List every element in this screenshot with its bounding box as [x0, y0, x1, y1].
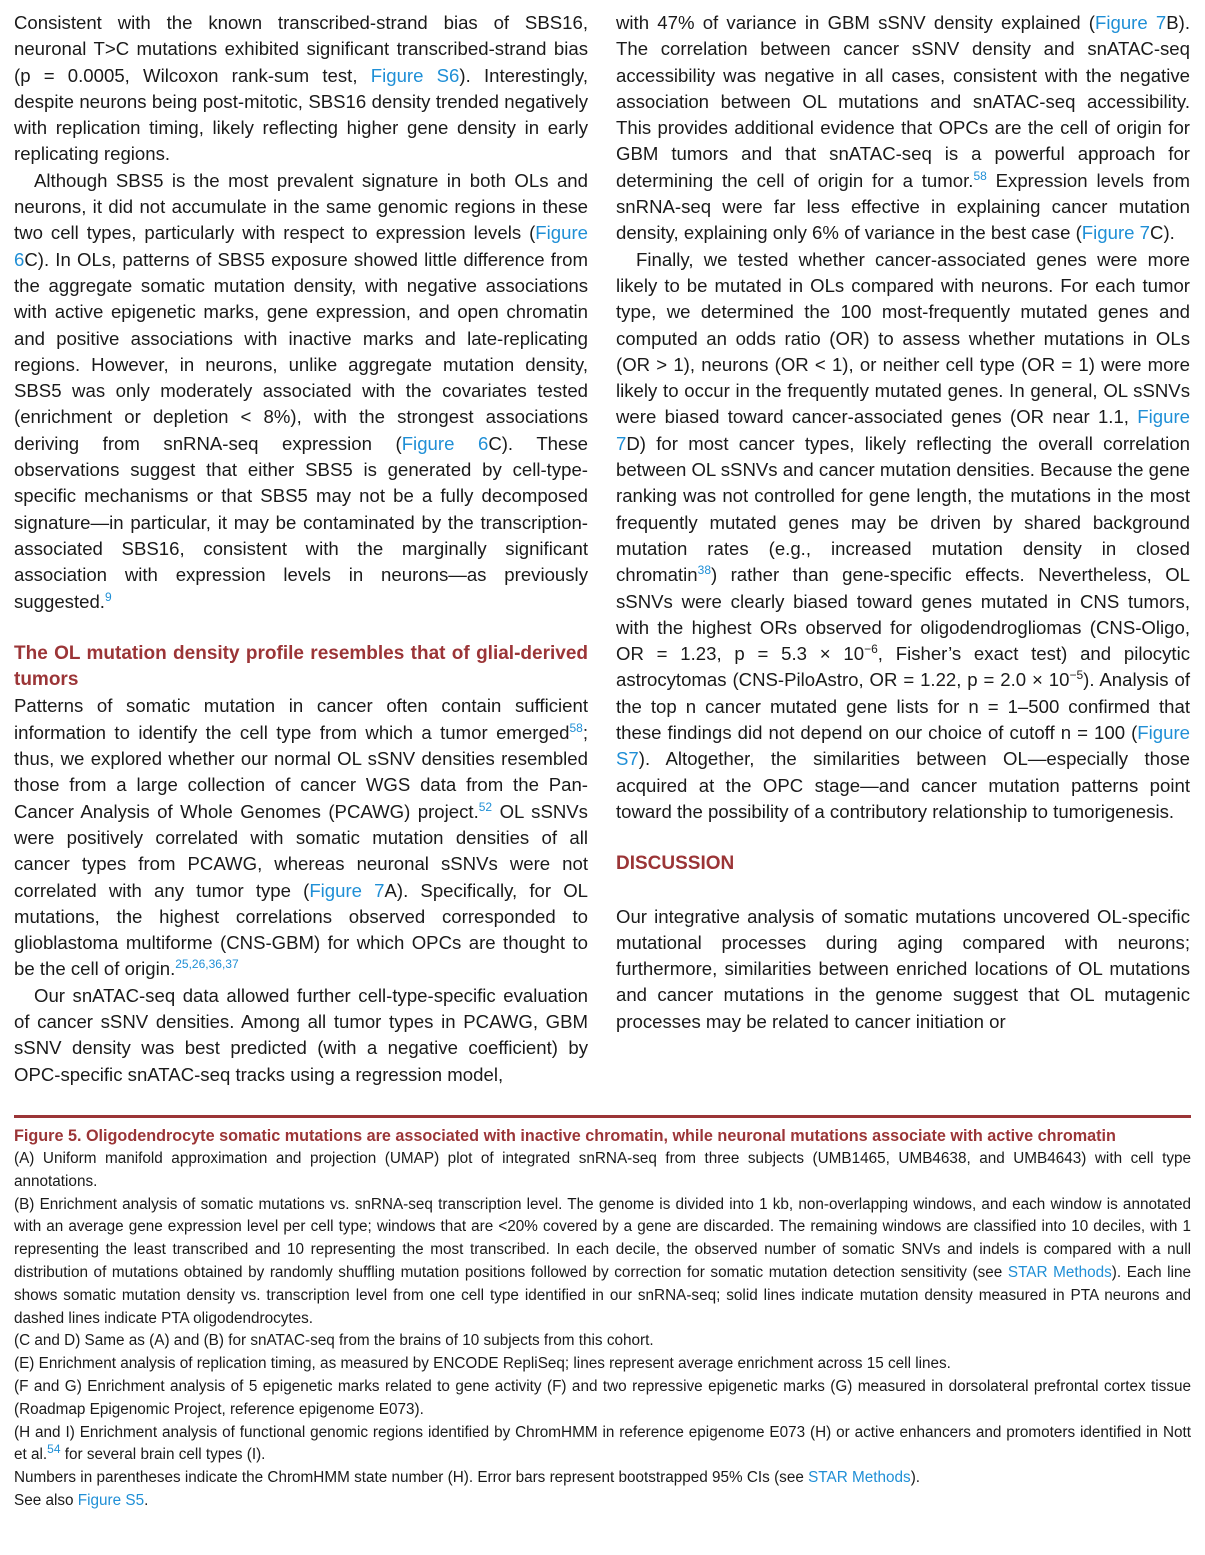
citation-link[interactable]: 25,26,36,37 [175, 957, 239, 972]
paragraph: Finally, we tested whether cancer-associated genes were more likely to be mutated in OLs compared with neurons. For each tumor type, we determined the 100 most-frequently mutated genes and computed an odds ratio (OR) to assess whether mutations in OLs (OR > 1), neurons (OR < 1), or neither cell type (OR = 1) were more likely to occur in the frequently mutated genes. In general, OL sSNVs were biased toward cancer-associated genes (OR near 1.1, Figure 7D) for most cancer types, likely reflecting the overall correlation between OL sSNVs and cancer mutation densities. Because the gene ranking was not controlled for gene length, the mutations in the most frequently mutated genes may be driven by shared background mutation rates (e.g., increased mutation density in closed chromatin$^{38}$) rather than gene-specific effects. Nevertheless, OL sSNVs were clearly biased toward genes mutated in CNS tumors, with the highest ORs observed for oligodendrogliomas (CNS-Oligo, OR = 1.23, $p = 5.3 \times 10^{-6}$, Fisher’s exact test) and pilocytic astrocytomas (CNS-PiloAstro, OR = 1.22, $p = 2.0 \times 10^{-5}$). Analysis of the top n cancer mutated gene lists for n = 1–500 confirmed that these findings did not depend on our choice of cutoff n = 100 (Figure S7). Altogether, the similarities between OL—especially those acquired at the OPC stage—and cancer mutation patterns point toward the possibility of a contributory relationship to tumorigenesis. [616, 248, 1191, 822]
caption-panel-a: (A) Uniform manifold approximation and projection (UMAP) plot of integrated snRNA-seq from three subjects (UMB1465, UMB4638, and UMB4643) with cell type annotations. [14, 1150, 1191, 1190]
caption-title: Figure 5. Oligodendrocyte somatic mutations are associated with inactive chromatin, while neuronal mutations associate with active chromatin [14, 1127, 1116, 1145]
exponent: −6 [864, 641, 878, 656]
paragraph: Patterns of somatic mutation in cancer often contain sufficient information to identify the cell type from which a tumor emerged$^{58}$; thus, we explored whether our normal OL sSNV densities resembled those from a large collection of cancer WGS data from the Pan-Cancer Analysis of Whole Genomes (PCAWG) project.$^{52}$ OL sSNVs were positively correlated with somatic mutation densities of all cancer types from PCAWG, whereas neuronal sSNVs were not correlated with any tumor type (Figure 7A). Specifically, for OL mutations, the highest correlations observed corresponded to glioblastoma multiforme (CNS-GBM) for which OPCs are thought to be the cell of origin.$^{25,26,36,37}$ [14, 695, 588, 980]
caption-panel-cd: (C and D) Same as (A) and (B) for snATAC-seq from the brains of 10 subjects from this cohort. [14, 1332, 654, 1350]
paragraph: Consistent with the known transcribed-strand bias of SBS16, neuronal T>C mutations exhibited significant transcribed-strand bias (p = 0.0005, Wilcoxon rank-sum test, Figure S6). Interestingly, despite neurons being post-mitotic, SBS16 density trended negatively with replication timing, likely reflecting higher gene density in early replicating regions. [14, 12, 588, 165]
citation-link[interactable]: 54 [47, 1442, 61, 1457]
paragraph: with 47% of variance in GBM sSNV density explained (Figure 7B). The correlation between cancer sSNV density and snATAC-seq accessibility was negative in all cases, consistent with the negative association between OL mutations and snATAC-seq accessibility. This provides additional evidence that OPCs are the cell of origin for GBM tumors and that snATAC-seq is a powerful approach for determining the cell of origin for a tumor.$^{58}$ Expression levels from snRNA-seq were far less effective in explaining cancer mutation density, explaining only 6% of variance in the best case (Figure 7C). [616, 12, 1191, 244]
paragraph: Our snATAC-seq data allowed further cell-type-specific evaluation of cancer sSNV densities. Among all tumor types in PCAWG, GBM sSNV density was best predicted (with a negative coefficient) by OPC-specific snATAC-seq tracks using a regression model, [14, 984, 588, 1085]
article-page [14, 10, 1191, 1540]
caption-panel-b: (B) Enrichment analysis of somatic mutations vs. snRNA-seq transcription level. The genome is divided into 1 kb, non-overlapping windows, and each window is annotated with an average gene expression level per cell type; windows that are <20% covered by a gene are discarded. The remaining windows are classified into 10 deciles, with 1 representing the least transcribed and 10 representing the most transcribed. In each decile, the observed number of somatic SNVs and indels is compared with a null distribution of mutations obtained by randomly shuffling mutation positions followed by correction for somatic mutation detection sensitivity (see STAR Methods). Each line shows somatic mutation density vs. transcription level from one cell type identified in our snRNA-seq; solid lines indicate mutation density measured in PTA neurons and dashed lines indicate PTA oligodendrocytes. [14, 1195, 1191, 1327]
body-columns [14, 10, 1191, 1090]
figure-7-link[interactable]: Figure 7 [1094, 12, 1167, 33]
figure-s7-link[interactable]: Figure S7 [616, 722, 1190, 770]
caption-panel-e: (E) Enrichment analysis of replication timing, as measured by ENCODE RepliSeq; lines represent average enrichment across 15 cell lines. [14, 1355, 951, 1373]
paragraph: Although SBS5 is the most prevalent signature in both OLs and neurons, it did not accumulate in the same genomic regions in these two cell types, particularly with respect to expression levels (Figure 6C). In OLs, patterns of SBS5 exposure showed little difference from the aggregate somatic mutation density, with negative associations with active epigenetic marks, gene expression, and open chromatin and positive associations with inactive marks and late-replicating regions. However, in neurons, unlike aggregate mutation density, SBS5 was only moderately associated with the covariates tested (enrichment or depletion < 8%), with the strongest associations deriving from snRNA-seq expression (Figure 6C). These observations suggest that either SBS5 is generated by cell-type-specific mechanisms or that SBS5 may not be a fully decomposed signature—in particular, it may be contaminated by the transcription-associated SBS16, consistent with the marginally significant association with expression levels in neurons—as previously suggested.$^9$ [14, 169, 588, 612]
figure-7-link[interactable]: Figure 7 [1081, 222, 1151, 244]
left-column [14, 10, 588, 1088]
exponent: −5 [1069, 668, 1084, 683]
citation-link[interactable]: 58 [569, 720, 583, 735]
caption-numbers: Numbers in parentheses indicate the ChromHMM state number (H). Error bars represent bootstrapped 95% CIs (see STAR Methods). [14, 1469, 921, 1487]
figure-caption [14, 1125, 1191, 1513]
caption-see-also: See also Figure S5. [14, 1491, 149, 1509]
citation-link[interactable]: 52 [478, 799, 493, 814]
citation-link[interactable]: 9 [104, 589, 112, 604]
figure-6-link[interactable]: Figure 6 [401, 432, 489, 454]
citation-link[interactable]: 58 [973, 168, 987, 183]
section-heading: The OL mutation density profile resembles that of glial-derived tumors [14, 642, 588, 691]
caption-panel-fg: (F and G) Enrichment analysis of 5 epigenetic marks related to gene activity (F) and two repressive epigenetic marks (G) measured in dorsolateral prefrontal cortex tissue (Roadmap Epigenomic Project, reference epigenome E073). [14, 1377, 1191, 1418]
discussion-heading: DISCUSSION [616, 853, 735, 875]
figure-7-link[interactable]: Figure 7 [309, 879, 385, 901]
figure-6-link[interactable]: Figure 6 [14, 222, 588, 270]
caption-panel-hi: (H and I) Enrichment analysis of functional genomic regions identified by ChromHMM in reference epigenome E073 (H) or active enhancers and promoters identified in Nott et al.$^{54}$ for several brain cell types (I). [14, 1423, 1191, 1464]
figure-7-link[interactable]: Figure 7 [616, 406, 1190, 454]
star-methods-link[interactable]: STAR Methods [1007, 1263, 1112, 1281]
caption-rule [14, 1115, 1191, 1118]
citation-link[interactable]: 38 [697, 563, 711, 578]
paragraph: Our integrative analysis of somatic mutations uncovered OL-specific mutational processes during aging compared with neurons; furthermore, similarities between enriched locations of OL mutations and cancer mutations in the genome suggest that OL mutagenic processes may be related to cancer initiation or [616, 905, 1190, 1032]
figure-s5-link[interactable]: Figure S5 [77, 1491, 145, 1509]
figure-s6-link[interactable]: Figure S6 [370, 64, 460, 86]
star-methods-link[interactable]: STAR Methods [808, 1469, 911, 1487]
right-column [616, 10, 1190, 1035]
